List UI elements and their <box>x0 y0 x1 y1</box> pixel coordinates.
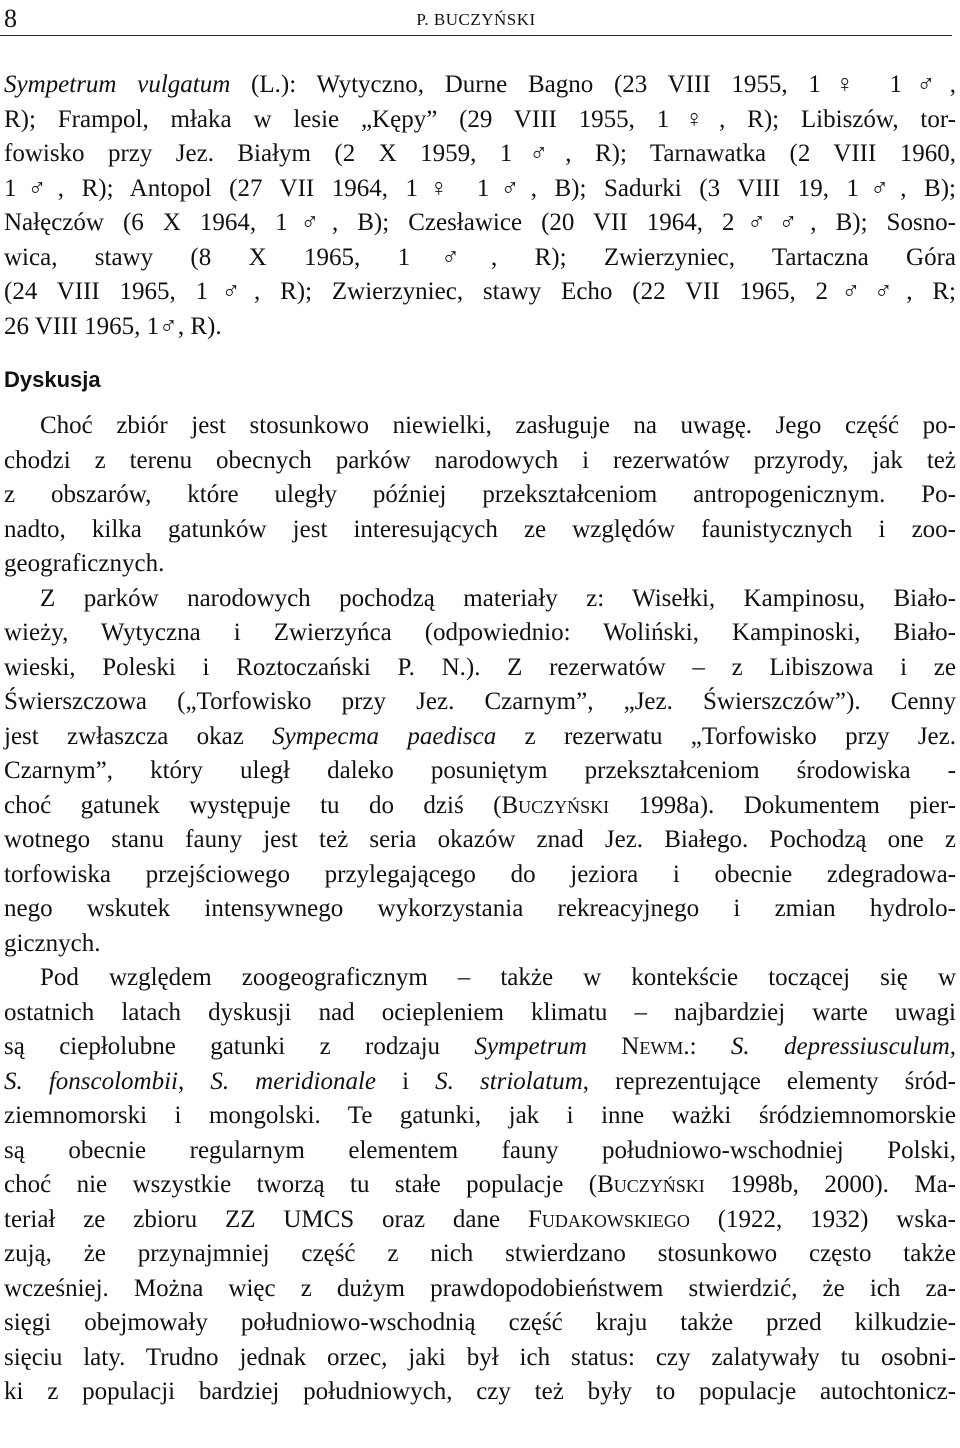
text-line: są ciepłolubne gatunki z rodzaju Sympetrum Newm.: S. depressiusculum, <box>4 1033 957 1060</box>
page-number: 8 <box>4 4 17 33</box>
text-line: wieski, Poleski i Roztoczański P. N.). Z rezerwatów – z Libiszowa i ze <box>4 653 956 681</box>
text-line: Sympetrum vulgatum (L.): Wytyczno, Durne Bagno (23 VIII 1955, 1♀ 1♂, <box>4 71 956 98</box>
text-line: chodzi z terenu obecnych parków narodowych i rezerwatów przyrody, jak też <box>4 446 956 474</box>
text-line: wica, stawy (8 X 1965, 1♂, R); Zwierzyniec, Tartaczna Góra <box>4 243 956 271</box>
text-line: Czarnym”, który uległ daleko posuniętym przekształceniom środowiska - <box>4 757 956 784</box>
page-header <box>0 6 952 36</box>
text-line: zują, że przynajmniej część z nich stwierdzano stosunkowo często także <box>4 1240 956 1267</box>
text-line: są obecnie regularnym elementem fauny południowo-wschodniej Polski, <box>4 1136 956 1164</box>
text-line: sięgi obejmowały południowo-wschodnią część kraju także przed kilkudzie- <box>4 1309 956 1336</box>
section-heading: Dyskusja <box>4 367 101 392</box>
text-line: ostatnich latach dyskusji nad ociepleniem klimatu – najbardziej warte uwagi <box>4 998 956 1026</box>
text-line: choć gatunek występuje tu do dziś (Buczyński 1998a). Dokumentem pier- <box>4 791 956 819</box>
text-line: Pod względem zoogeograficznym – także w kontekście toczącej się w <box>40 964 956 991</box>
species-name: Sympecma paedisca <box>272 722 497 750</box>
text-line: jest zwłaszcza okaz Sympecma paedisca z rezerwatu „Torfowisko przy Jez. <box>4 722 957 750</box>
genus-name: Sympetrum <box>474 1033 587 1060</box>
text-line: gicznych. <box>4 929 101 957</box>
author-citation: Buczyński <box>597 1171 705 1198</box>
author-citation: Newm. <box>586 1033 690 1060</box>
text-line: R); Frampol, młaka w lesie „Kępy” (29 VIII 1955, 1♀, R); Libiszów, tor- <box>4 105 956 133</box>
text-line: Świerszczowa („Torfowisko przy Jez. Czarnym”, „Jez. Świerszczów”). Cenny <box>4 688 956 715</box>
species-name: S. fonscolombii <box>4 1067 178 1095</box>
text-line: sięciu laty. Trudno jednak orzec, jaki był ich status: czy zalatywały tu osobni- <box>4 1343 956 1371</box>
species-name: S. meridionale <box>210 1067 376 1095</box>
text-line: wieży, Wytyczna i Zwierzyńca (odpowiednio: Woliński, Kampinoski, Biało- <box>4 619 956 646</box>
header-rule <box>0 35 952 36</box>
text-line: wotnego stanu fauny jest też seria okazów znad Jez. Białego. Pochodzą one z <box>4 826 956 853</box>
text-line: fowisko przy Jez. Białym (2 X 1959, 1♂, R); Tarnawatka (2 VIII 1960, <box>4 140 956 167</box>
author-citation: Fudakowskiego <box>527 1205 690 1233</box>
text-line: Z parków narodowych pochodzą materiały z: Wisełki, Kampinosu, Biało- <box>40 584 956 612</box>
records-paragraph <box>4 68 956 344</box>
text-line: nadto, kilka gatunków jest interesujących ze względów faunistycznych i zoo- <box>4 515 956 543</box>
text-line: Nałęczów (6 X 1964, 1♂, B); Czesławice (20 VII 1964, 2♂♂, B); Sosno- <box>4 209 956 236</box>
text-line: S. fonscolombii, S. meridionale i S. striolatum, reprezentujące elementy śród- <box>4 1067 956 1095</box>
text-line: ziemnomorski i mongolski. Te gatunki, jak i inne ważki śródziemnomorskie <box>4 1102 956 1129</box>
text-line: wcześniej. Można więc z dużym prawdopodobieństwem stwierdzić, że ich za- <box>4 1274 956 1302</box>
text-line: Choć zbiór jest stosunkowo niewielki, zasługuje na uwagę. Jego część po- <box>40 412 956 439</box>
species-name: Sympetrum vulgatum <box>4 71 231 98</box>
text-line: choć nie wszystkie tworzą tu stałe populacje (Buczyński 1998b, 2000). Ma- <box>4 1171 956 1198</box>
species-name: S. depressiusculum, <box>730 1033 957 1060</box>
text-line: torfowiska przejściowego przylegającego do jeziora i obecnie zdegradowa- <box>4 860 956 888</box>
paragraph-2 <box>4 582 956 962</box>
text-line: geograficznych. <box>4 550 165 577</box>
text-line: ki z populacji bardziej południowych, czy też były to populacje autochtonicz- <box>4 1378 956 1405</box>
species-name: S. striolatum <box>435 1067 583 1095</box>
text-line: (24 VIII 1965, 1♂, R); Zwierzyniec, stawy Echo (22 VII 1965, 2♂♂, R; <box>4 278 956 305</box>
text-line: teriał ze zbioru ZZ UMCS oraz dane Fudakowskiego (1922, 1932) wska- <box>4 1205 957 1233</box>
text-line: 26 VIII 1965, 1♂, R). <box>4 312 222 340</box>
text-line: nego wskutek intensywnego wykorzystania rekreacyjnego i zmian hydrolo- <box>4 895 956 922</box>
text-line: 1♂, R); Antopol (27 VII 1964, 1♀ 1♂, B); Sadurki (3 VIII 19, 1♂, B); <box>4 174 956 202</box>
paragraph-3 <box>4 961 956 1410</box>
paragraph-1 <box>4 409 956 582</box>
text-line: z obszarów, które uległy później przekształceniom antropogenicznym. Po- <box>4 481 956 508</box>
body-text <box>4 68 956 1410</box>
running-head: P. BUCZYŃSKI <box>416 10 536 29</box>
author-citation: Buczyński <box>501 791 610 819</box>
